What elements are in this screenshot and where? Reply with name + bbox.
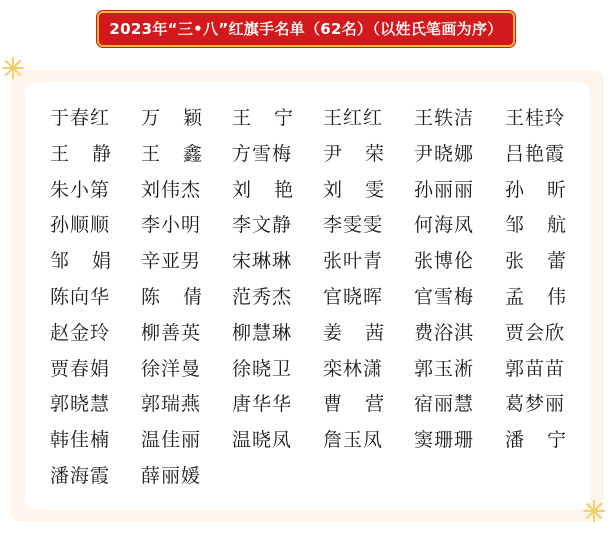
name-item: 温佳丽 <box>141 429 200 452</box>
name-item: 刘雯 <box>323 178 384 201</box>
names-list <box>50 101 580 495</box>
name-item: 于春红 <box>50 107 109 129</box>
name-item: 辛亚男 <box>141 250 200 273</box>
name-item: 朱小第 <box>50 178 109 201</box>
name-item: 姜茜 <box>323 321 384 344</box>
name-item: 徐洋曼 <box>141 357 200 380</box>
name-item: 韩佳楠 <box>50 429 109 452</box>
name-item: 官晓晖 <box>323 285 382 308</box>
name-item: 陈倩 <box>141 285 202 308</box>
name-item: 张叶青 <box>323 250 382 273</box>
name-item: 张博伦 <box>414 250 473 273</box>
name-item: 潘宁 <box>505 429 566 452</box>
name-item: 宋琳琳 <box>232 250 291 273</box>
title-banner <box>97 11 515 47</box>
name-item: 张蕾 <box>505 250 566 273</box>
name-item: 费浴淇 <box>414 321 473 344</box>
name-item: 孙顺顺 <box>50 214 109 237</box>
name-item: 贾会欣 <box>505 321 564 344</box>
name-item: 陈向华 <box>50 285 109 308</box>
name-item: 窦珊珊 <box>414 429 473 452</box>
name-item: 王静 <box>50 142 111 165</box>
name-item: 孙昕 <box>505 178 566 201</box>
name-item: 王鑫 <box>141 142 202 165</box>
name-item: 李雯雯 <box>323 214 382 237</box>
name-item: 葛梦丽 <box>505 393 564 416</box>
name-item: 温晓凤 <box>232 429 291 452</box>
name-item: 郭晓慧 <box>50 393 109 416</box>
name-item: 郭苗苗 <box>505 357 564 380</box>
name-item: 郭玉淅 <box>414 357 473 380</box>
name-item: 徐晓卫 <box>232 357 291 380</box>
name-item: 薛丽媛 <box>141 464 200 487</box>
name-item: 郭瑞燕 <box>141 393 200 416</box>
name-item: 王桂玲 <box>505 107 564 129</box>
name-item: 尹晓娜 <box>414 142 473 165</box>
name-item: 尹荣 <box>323 142 384 165</box>
name-item: 柳善英 <box>141 321 200 344</box>
name-item: 官雪梅 <box>414 285 473 308</box>
name-item: 李小明 <box>141 214 200 237</box>
name-item: 刘伟杰 <box>141 178 200 201</box>
name-item: 詹玉凤 <box>323 429 382 452</box>
name-item: 孙丽丽 <box>414 178 473 201</box>
name-item: 万颖 <box>141 107 202 129</box>
name-item: 栾林潇 <box>323 357 382 380</box>
name-item: 王宁 <box>232 107 293 129</box>
name-item: 宿丽慧 <box>414 393 473 416</box>
name-item: 孟伟 <box>505 285 566 308</box>
name-item: 方雪梅 <box>232 142 291 165</box>
name-item: 吕艳霞 <box>505 142 564 165</box>
name-item: 何海凤 <box>414 214 473 237</box>
name-item: 唐华华 <box>232 393 291 416</box>
name-item: 刘艳 <box>232 178 293 201</box>
page-title: 2023年“三•八”红旗手名单（62名）（以姓氏笔画为序） <box>109 20 503 38</box>
name-item: 王红红 <box>323 107 382 129</box>
name-item: 王轶洁 <box>414 107 473 129</box>
name-item: 潘海霞 <box>50 464 109 487</box>
name-item: 李文静 <box>232 214 291 237</box>
sparkle-icon <box>1 56 25 80</box>
name-item: 邹娟 <box>50 250 111 273</box>
name-item: 赵金玲 <box>50 321 109 344</box>
sparkle-icon <box>582 499 606 523</box>
name-item: 范秀杰 <box>232 285 291 308</box>
name-item: 贾春娟 <box>50 357 109 380</box>
name-item: 柳慧琳 <box>232 321 291 344</box>
name-item: 邹航 <box>505 214 566 237</box>
name-item: 曹营 <box>323 393 384 416</box>
